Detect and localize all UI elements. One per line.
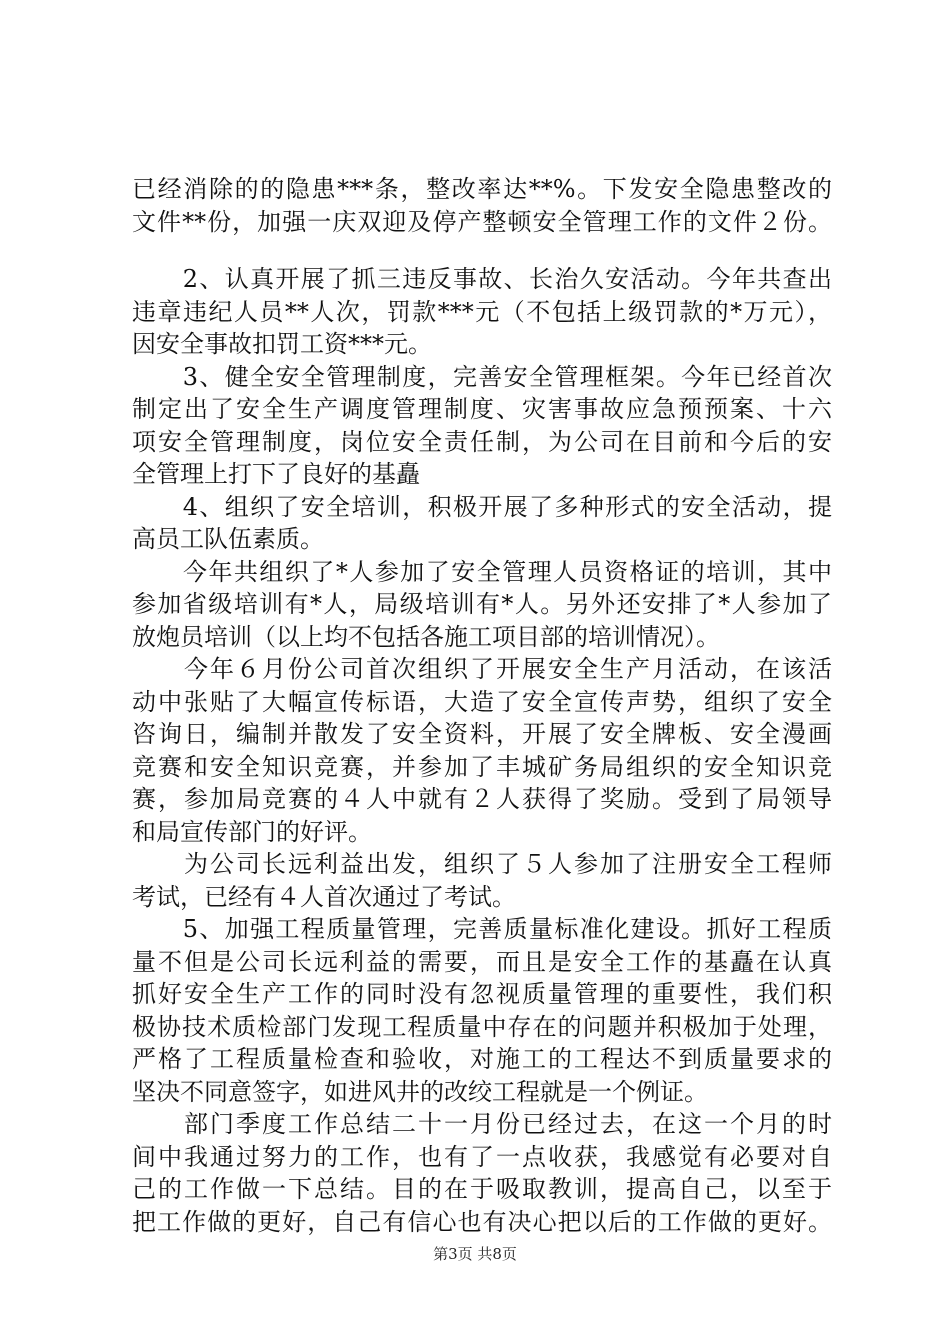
text-line: 文件**份，加强一庆双迎及停产整顿安全管理工作的文件２份。	[132, 207, 832, 236]
paragraph-hazard-summary	[132, 173, 832, 238]
text-line: 考试，已经有４人首次通过了考试。	[132, 882, 516, 911]
text-line: 咨询日，编制并散发了安全资料，开展了安全牌板、安全漫画	[132, 720, 832, 748]
text-line: 4、组织了安全培训，积极开展了多种形式的安全活动，提	[132, 492, 832, 521]
text-line: 极协技术质检部门发现工程质量中存在的问题并积极加于处理，	[132, 1012, 832, 1041]
text-line: 全管理上打下了良好的基矗	[132, 460, 420, 488]
text-line: 把工作做的更好，自己有信心也有决心把以后的工作做的更好。	[132, 1207, 832, 1236]
text-line: 5、加强工程质量管理，完善质量标准化建设。抓好工程质	[132, 915, 832, 943]
text-line: 坚决不同意签字，如进风井的改绞工程就是一个例证。	[132, 1077, 708, 1106]
text-line: 参加省级培训有*人，局级培训有*人。另外还安排了*人参加了	[132, 590, 832, 618]
text-line: 今年共组织了*人参加了安全管理人员资格证的培训，其中	[132, 557, 832, 586]
text-line: 因安全事故扣罚工资***元。	[132, 330, 432, 358]
page-number-footer: 第3页 共8页	[433, 1245, 517, 1263]
text-line: 放炮员培训（以上均不包括各施工项目部的培训情况）。	[132, 622, 720, 651]
text-line: 违章违纪人员**人次，罚款***元（不包括上级罚款的*万元），	[132, 297, 832, 326]
text-line: 为公司长远利益出发，组织了５人参加了注册安全工程师	[132, 850, 832, 878]
text-line: 抓好安全生产工作的同时没有忽视质量管理的重要性，我们积	[132, 980, 832, 1008]
text-line: 竞赛和安全知识竞赛，并参加了丰城矿务局组织的安全知识竞	[132, 752, 832, 781]
text-line: 项安全管理制度，岗位安全责任制，为公司在目前和今后的安	[132, 427, 832, 456]
text-line: 己的工作做一下总结。目的在于吸取教训，提高自己，以至于	[132, 1175, 832, 1203]
text-line: 赛，参加局竞赛的４人中就有２人获得了奖励。受到了局领导	[132, 785, 832, 813]
text-line: 2、认真开展了抓三违反事故、长治久安活动。今年共查出	[132, 265, 832, 293]
text-line: 部门季度工作总结二十一月份已经过去，在这一个月的时	[132, 1110, 832, 1138]
text-line: 间中我通过努力的工作，也有了一点收获，我感觉有必要对自	[132, 1142, 832, 1171]
text-line: 已经消除的的隐患***条，整改率达**%。下发安全隐患整改的	[132, 175, 832, 203]
text-line: 制定出了安全生产调度管理制度、灾害事故应急预预案、十六	[132, 395, 832, 423]
paragraph-violations	[132, 263, 832, 1238]
text-line: 3、健全安全管理制度，完善安全管理框架。今年已经首次	[132, 362, 832, 391]
text-line: 量不但是公司长远利益的需要，而且是安全工作的基矗在认真	[132, 947, 832, 976]
text-line: 高员工队伍素质。	[132, 525, 324, 553]
text-line: 今年６月份公司首次组织了开展安全生产月活动，在该活	[132, 655, 832, 683]
text-line: 动中张贴了大幅宣传标语，大造了安全宣传声势，组织了安全	[132, 687, 832, 716]
text-line: 严格了工程质量检查和验收，对施工的工程达不到质量要求的	[132, 1045, 832, 1073]
text-line: 和局宣传部门的好评。	[132, 817, 372, 846]
